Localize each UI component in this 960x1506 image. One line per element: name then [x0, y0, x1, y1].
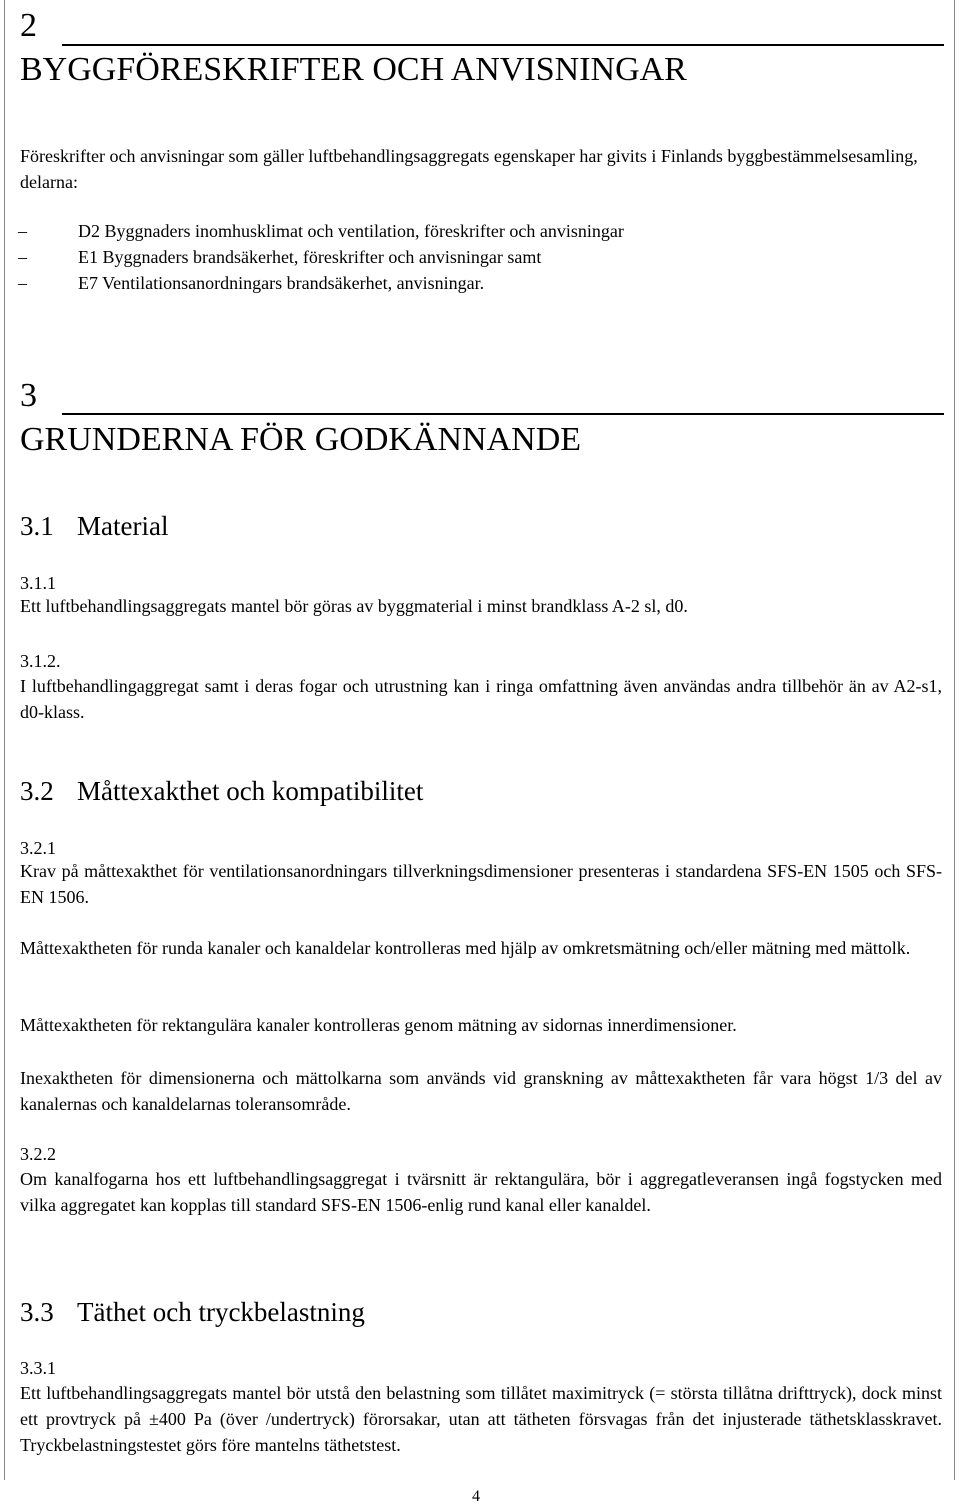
dash-bullet: –: [18, 247, 27, 267]
chapter-2-intro: Föreskrifter och anvisningar som gäller luftbehandlingsaggregats egenskaper har givits i Finlands byggbestämmelsesamling, delarna:: [20, 146, 918, 192]
bullet-text: D2 Byggnaders inomhusklimat och ventilation, föreskrifter och anvisningar: [78, 221, 624, 241]
chapter-3-title: GRUNDERNA FÖR GODKÄNNANDE: [20, 421, 582, 458]
paragraph-3-2-1-d: Inexaktheten för dimensionerna och mättolkarna som används vid granskning av måttexaktheten får vara högst 1/3 del av kanalernas och kanaldelarnas toleransområde.: [20, 1068, 942, 1114]
section-heading-3-2: [20, 775, 423, 807]
subsection-number-3-1-1: 3.1.1: [20, 573, 56, 593]
section-number: 3.2: [20, 776, 54, 806]
section-number: 3.3: [20, 1297, 54, 1327]
paragraph-3-2-1-b: Måttexaktheten för runda kanaler och kanaldelar kontrolleras med hjälp av omkretsmätning och/eller mätning med mättolk.: [20, 938, 911, 958]
section-number: 3.1: [20, 511, 54, 541]
bullet-text: E1 Byggnaders brandsäkerhet, föreskrifter och anvisningar samt: [78, 247, 542, 267]
paragraph-3-3-1: Ett luftbehandlingsaggregats mantel bör utstå den belastning som tillåtet maximitryck (= största tillåtna drifttryck), dock minst ett provtryck på ±400 Pa (över /undertryck) förorsakar, utan att tätheten försvagas från det injusterade täthetsklasskravet. Tryckbelastningstestet görs före mantelns täthetstest.: [20, 1383, 942, 1455]
chapter-2-number: 2: [20, 7, 37, 44]
paragraph-3-1-1: Ett luftbehandlingsaggregats mantel bör göras av byggmaterial i minst brandklass A-2 sl, d0.: [20, 596, 688, 616]
paragraph-3-1-2: I luftbehandlingaggregat samt i deras fogar och utrustning kan i ringa omfattning även användas andra tillbehör än av A2-s1, d0-klass.: [20, 676, 942, 722]
page-left-border: [4, 0, 5, 1480]
section-title: Måttexakthet och kompatibilitet: [77, 776, 424, 806]
chapter-2-title: BYGGFÖRESKRIFTER OCH ANVISNINGAR: [20, 51, 687, 88]
bullet-text: E7 Ventilationsanordningars brandsäkerhet, anvisningar.: [78, 273, 485, 293]
page-number: 4: [472, 1488, 480, 1505]
bullet-item: [18, 218, 624, 244]
bullet-item: [18, 270, 484, 296]
paragraph-3-2-1-a: Krav på måttexakthet för ventilationsanordningars tillverkningsdimensioner presenteras i standardena SFS-EN 1505 och SFS-EN 1506.: [20, 861, 942, 907]
subsection-number-3-2-1: 3.2.1: [20, 838, 56, 858]
section-heading-3-3: [20, 1296, 365, 1328]
paragraph-3-2-1-c: Måttexaktheten för rektangulära kanaler kontrolleras genom mätning av sidornas innerdimensioner.: [20, 1015, 737, 1035]
chapter-3-number: 3: [20, 377, 37, 414]
page-right-border: [954, 0, 955, 1480]
subsection-number-3-3-1: 3.3.1: [20, 1358, 56, 1378]
chapter-3-rule: [62, 413, 944, 415]
dash-bullet: –: [18, 273, 27, 293]
chapter-2-rule: [62, 44, 944, 46]
dash-bullet: –: [18, 221, 27, 241]
bullet-item: [18, 244, 541, 270]
subsection-number-3-2-2: 3.2.2: [20, 1144, 56, 1164]
subsection-number-3-1-2: 3.1.2.: [20, 651, 61, 671]
section-title: Material: [77, 511, 169, 541]
section-heading-3-1: [20, 510, 168, 542]
section-title: Täthet och tryckbelastning: [77, 1297, 365, 1327]
paragraph-3-2-2: Om kanalfogarna hos ett luftbehandlingsaggregat i tvärsnitt är rektangulära, bör i aggregatleveransen ingå fogstycken med vilka aggregatet kan kopplas till standard SFS-EN 1506-enlig rund kanal eller kanaldel.: [20, 1169, 942, 1215]
